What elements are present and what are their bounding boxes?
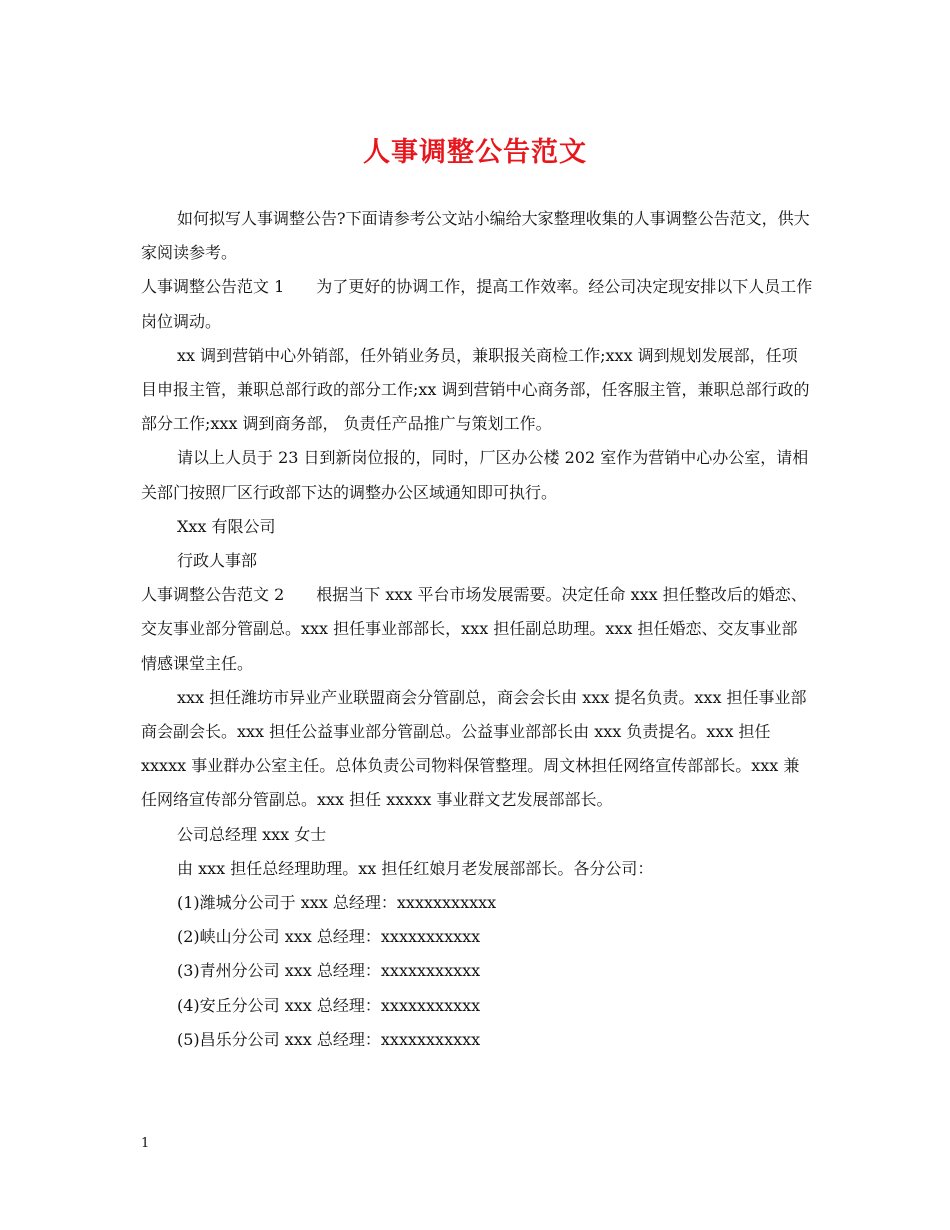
branch-item: (2)峡山分公司 xxx 总经理：xxxxxxxxxxx [177, 927, 481, 947]
general-manager-line: 公司总经理 xxx 女士 [177, 824, 327, 844]
section-1-instructions: 请以上人员于 23 日到新岗位报的，同时，厂区办公楼 202 室作为营销中心办公室，请相关部门按照厂区行政部下达的调整办公区域通知即可执行。 [141, 448, 809, 502]
section-2-lead: 根据当下 xxx 平台市场发展需要。决定任命 xxx 担任整改后的婚恋、交友事业部分管副总。xxx 担任事业部部长，xxx 担任副总助理。xxx 担任婚恋、交友事业部情感课堂主任。 [141, 585, 807, 673]
section-1-assignments: xx 调到营销中心外销部，任外销业务员，兼职报关商检工作;xxx 调到规划发展部，任项目申报主管，兼职总部行政的部分工作;xx 调到营销中心商务部，任客服主管，兼职总部行政的部分工作;xxx 调到商务部， 负责任产品推广与策划工作。 [141, 345, 810, 434]
signature-department: 行政人事部 [177, 551, 258, 571]
branch-item: (5)昌乐分公司 xxx 总经理：xxxxxxxxxxx [177, 1029, 481, 1049]
section-2-heading: 人事调整公告范文 2 [141, 585, 285, 605]
intro-paragraph: 如何拟写人事调整公告?下面请参考公文站小编给大家整理收集的人事调整公告范文，供大家阅读参考。 [141, 209, 810, 263]
section-1-paragraph [141, 270, 813, 338]
branch-item: (3)青州分公司 xxx 总经理：xxxxxxxxxxx [177, 961, 481, 981]
signature-company: Xxx 有限公司 [177, 516, 276, 536]
page-number: 1 [141, 1136, 150, 1151]
section-1-lead: 为了更好的协调工作，提高工作效率。经公司决定现安排以下人员工作岗位调动。 [141, 277, 813, 331]
document-body [141, 202, 813, 1057]
section-2-paragraph [141, 578, 813, 681]
branch-item: (1)潍城分公司于 xxx 总经理：xxxxxxxxxxx [177, 893, 497, 913]
section-1-heading: 人事调整公告范文 1 [141, 277, 285, 297]
branch-item: (4)安丘分公司 xxx 总经理：xxxxxxxxxxx [177, 995, 481, 1015]
assistant-line: 由 xxx 担任总经理助理。xx 担任红娘月老发展部部长。各分公司： [177, 858, 654, 878]
document-title: 人事调整公告范文 [363, 137, 587, 168]
section-2-appointments: xxx 担任潍坊市异业产业联盟商会分管副总，商会会长由 xxx 提名负责。xxx 担任事业部商会副会长。xxx 担任公益事业部分管副总。公益事业部部长由 xxx 负责提名。xxx 担任 xxxxx 事业群办公室主任。总体负责公司物料保管整理。周文林担任网络宣传部部长。xxx 兼任网络宣传部分管副总。xxx 担任 xxxxx 事业群文艺发展部部长。 [141, 687, 807, 810]
